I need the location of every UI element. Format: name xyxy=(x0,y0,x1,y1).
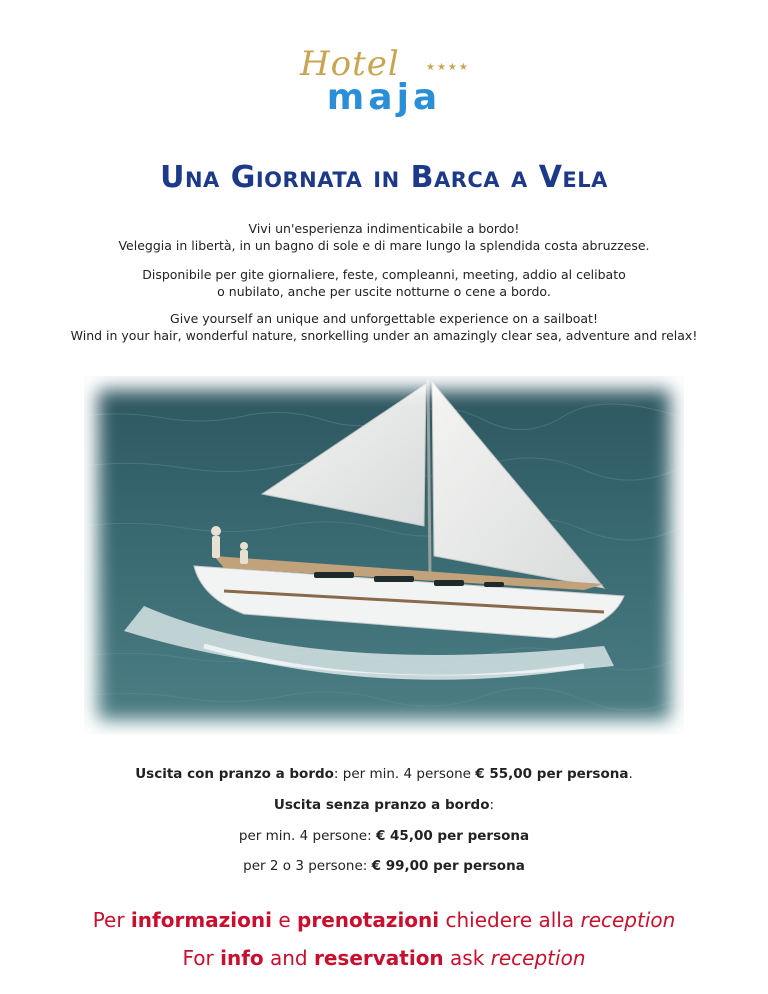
min4-price: € 45,00 per persona xyxy=(375,828,530,844)
hotel-logo xyxy=(296,44,476,116)
contact-en-5: ask xyxy=(443,946,491,970)
without-lunch-colon: : xyxy=(489,797,495,813)
with-lunch-price: € 55,00 per persona xyxy=(475,766,629,782)
contact-it-1: Per xyxy=(92,908,131,932)
intro-line: Wind in your hair, wonderful nature, snorkelling under an amazingly clear sea, adventure and relax! xyxy=(70,328,698,343)
contact-it-4: prenotazioni xyxy=(297,908,440,932)
intro-line: Give yourself an unique and unforgettable experience on a sailboat! xyxy=(170,311,598,326)
intro-line: Veleggia in libertà, in un bagno di sole e di mare lungo la splendida costa abruzzese. xyxy=(118,238,650,253)
min4-text: per min. 4 persone: xyxy=(238,828,376,844)
price-with-lunch xyxy=(0,766,768,782)
contact-it-6: reception xyxy=(580,908,676,932)
contact-italian xyxy=(0,908,768,932)
contact-it-2: informazioni xyxy=(130,908,272,932)
with-lunch-text: : per min. 4 persone xyxy=(333,766,476,782)
intro-paragraph-2 xyxy=(0,266,768,300)
sailboat-photo xyxy=(84,376,684,734)
sailboat-illustration xyxy=(84,376,684,734)
price-2-3 xyxy=(0,858,768,874)
intro-line: o nubilato, anche per uscite notturne o cene a bordo. xyxy=(217,284,551,299)
intro-paragraph-1 xyxy=(0,220,768,254)
intro-paragraph-3 xyxy=(0,310,768,344)
two3-price: € 99,00 per persona xyxy=(371,858,525,874)
with-lunch-label: Uscita con pranzo a bordo xyxy=(135,766,334,782)
contact-en-3: and xyxy=(263,946,314,970)
contact-it-3: e xyxy=(272,908,298,932)
without-lunch-label: Uscita senza pranzo a bordo xyxy=(273,797,490,813)
price-without-lunch-heading xyxy=(0,797,768,813)
contact-english xyxy=(0,946,768,970)
two3-text: per 2 o 3 persone: xyxy=(243,858,372,874)
contact-en-4: reservation xyxy=(313,946,444,970)
contact-en-6: reception xyxy=(490,946,586,970)
contact-it-5: chiedere alla xyxy=(439,908,581,932)
logo-word: maja xyxy=(326,77,442,118)
intro-line: Disponibile per gite giornaliere, feste, compleanni, meeting, addio al celibato xyxy=(142,267,626,282)
logo-script-text: Hotel xyxy=(300,44,400,84)
contact-en-1: For xyxy=(182,946,221,970)
logo-stars: ★★★★ xyxy=(426,62,470,73)
contact-en-2: info xyxy=(220,946,264,970)
page-title: Una Giornata in Barca a Vela xyxy=(160,160,608,195)
intro-line: Vivi un'esperienza indimenticabile a bordo! xyxy=(248,221,520,236)
price-min-4 xyxy=(0,828,768,844)
with-lunch-end: . xyxy=(628,766,633,782)
